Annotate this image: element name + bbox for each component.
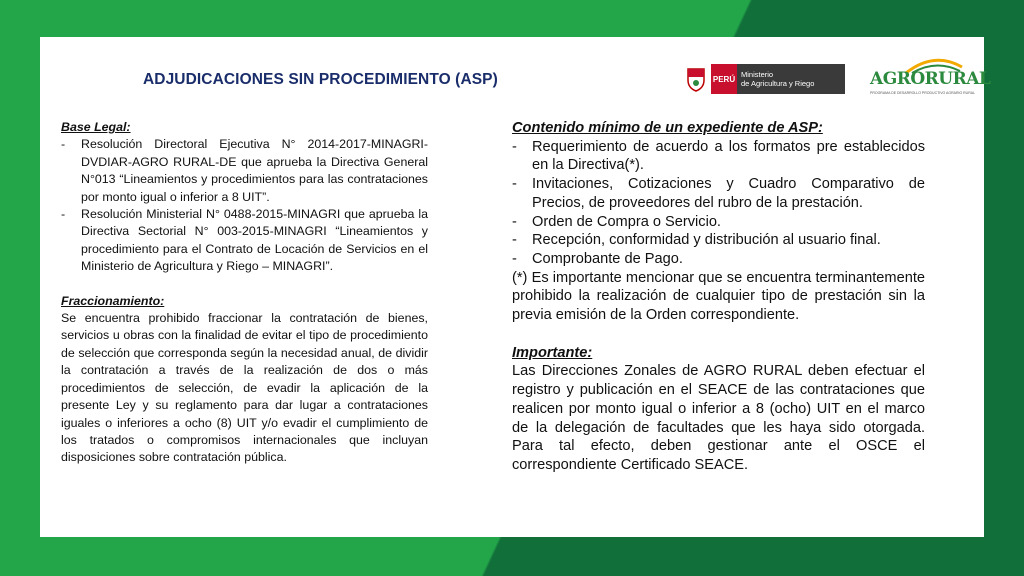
contenido-item: - Recepción, conformidad y distribución al usuario final. bbox=[512, 232, 881, 249]
contenido-heading: Contenido mínimo de un expediente de ASP: bbox=[512, 120, 823, 136]
ministry-line-2: de Agricultura y Riego bbox=[741, 79, 815, 88]
ministry-label bbox=[737, 64, 845, 94]
ministry-line-1: Ministerio bbox=[741, 70, 774, 79]
base-legal-heading: Base Legal: bbox=[61, 120, 131, 134]
agrorural-wordmark: AGRORURAL bbox=[870, 69, 991, 89]
left-column bbox=[61, 119, 428, 467]
slide-title: ADJUDICACIONES SIN PROCEDIMIENTO (ASP) bbox=[143, 71, 498, 88]
base-legal-item-text: Resolución Ministerial N° 0488-2015-MINAGRI que aprueba la Directiva Sectorial N° 003-2015-MINAGRI “Lineamientos y procedimiento para el Contrato de Locación de Servicios en el Ministerio de Agricultura y Riego – MINAGRI”. bbox=[81, 207, 428, 274]
contenido-item-text: Recepción, conformidad y distribución al usuario final. bbox=[532, 232, 881, 249]
fraccionamiento-heading: Fraccionamiento: bbox=[61, 293, 165, 308]
contenido-item: - Orden de Compra o Servicio. bbox=[512, 213, 721, 230]
contenido-item-text: Comprobante de Pago. bbox=[532, 250, 683, 267]
agrorural-tagline: PROGRAMA DE DESARROLLO PRODUCTIVO AGRARIO RURAL bbox=[870, 91, 976, 95]
contenido-item: - Comprobante de Pago. bbox=[512, 250, 683, 267]
contenido-item-text: Invitaciones, Cotizaciones y Cuadro Comparativo de Precios, de proveedores del rubro de la prestación. bbox=[532, 176, 925, 211]
base-legal-item: - Resolución Ministerial N° 0488-2015-MINAGRI que aprueba la Directiva Sectorial N° 003-2015-MINAGRI “Lineamientos y procedimiento para el Contrato de Locación de Servicios en el Ministerio de Agricultura y Riego – MINAGRI”. bbox=[61, 207, 428, 274]
contenido-item-text: Orden de Compra o Servicio. bbox=[532, 213, 721, 230]
base-legal-item: - Resolución Directoral Ejecutiva N° 2014-2017-MINAGRI-DVDIAR-AGRO RURAL-DE que aprueba la Directiva General N°013 “Lineamientos y procedimientos para las contrataciones por monto igual o inferior a 8 UIT”. bbox=[61, 137, 428, 204]
slide-card bbox=[40, 37, 991, 537]
contenido-item-text: Requerimiento de acuerdo a los formatos pre establecidos en la Directiva(*). bbox=[532, 138, 925, 174]
coat-of-arms-icon bbox=[685, 66, 707, 92]
contenido-item: - Invitaciones, Cotizaciones y Cuadro Comparativo de Precios, de proveedores del rubro de la prestación. bbox=[512, 176, 925, 211]
right-column bbox=[512, 119, 925, 475]
base-legal-item-text: Resolución Directoral Ejecutiva N° 2014-2017-MINAGRI-DVDIAR-AGRO RURAL-DE que aprueba la Directiva General N°013 “Lineamientos y procedimientos para las contrataciones por monto igual o inferior a 8 UIT”. bbox=[81, 137, 428, 204]
peru-label: PERÚ bbox=[711, 64, 737, 94]
ministry-logo bbox=[685, 63, 845, 95]
contenido-item: - Requerimiento de acuerdo a los formatos pre establecidos en la Directiva(*). bbox=[512, 138, 925, 174]
importante-heading: Importante: bbox=[512, 344, 593, 361]
agrorural-logo bbox=[866, 57, 991, 99]
importante-text: Las Direcciones Zonales de AGRO RURAL deben efectuar el registro y publicación en el SEACE de las contrataciones que realicen por monto igual o inferior a 8 (ocho) UIT en el marco de la delegación de facultades que les haya sido otorgada. Para tal efecto, deben gestionar ante el OSCE el correspondiente Certificado SEACE. bbox=[512, 363, 925, 473]
nota-text: (*) Es importante mencionar que se encuentra terminantemente prohibido la realización de cualquier tipo de prestación sin la previa emisión de la Orden correspondiente. bbox=[512, 269, 925, 324]
fraccionamiento-text: Se encuentra prohibido fraccionar la contratación de bienes, servicios u obras con la finalidad de evitar el tipo de procedimiento de selección que corresponda según la necesidad anual, de dividir la contratación a través de la realización de dos o más procedimientos de selección, de evadir la aplicación de la presente Ley y su reglamento para dar lugar a contrataciones iguales o inferiores a ocho (8) UIT y/o evadir el cumplimiento de los tratados o compromisos internacionales que incluyan disposiciones sobre contratación pública. bbox=[61, 311, 428, 465]
